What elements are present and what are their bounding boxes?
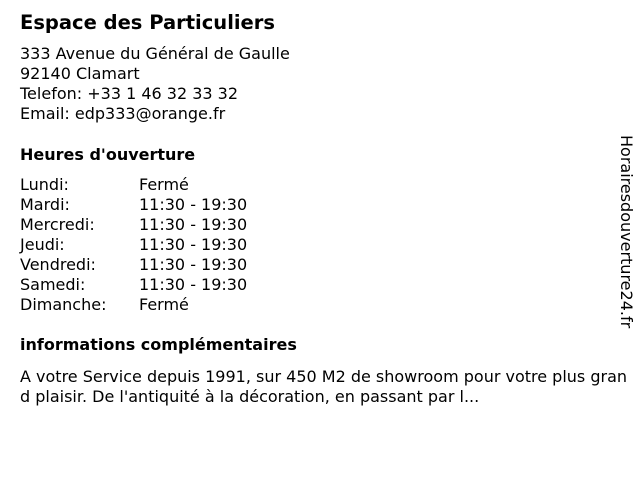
hours-day: Dimanche: (20, 295, 107, 314)
hours-row-wednesday (20, 215, 610, 235)
hours-time: 11:30 - 19:30 (139, 255, 248, 274)
hours-time: 11:30 - 19:30 (139, 195, 248, 214)
phone-number: Telefon: +33 1 46 32 33 32 (20, 84, 239, 103)
address-street: 333 Avenue du Général de Gaulle (20, 44, 290, 63)
address-city: 92140 Clamart (20, 64, 140, 83)
hours-row-monday (20, 175, 610, 195)
info-heading: informations complémentaires (20, 335, 297, 354)
hours-time: Fermé (139, 175, 189, 194)
hours-day: Samedi: (20, 275, 86, 294)
hours-day: Mardi: (20, 195, 70, 214)
hours-day: Lundi: (20, 175, 69, 194)
hours-row-saturday (20, 275, 610, 295)
hours-time: Fermé (139, 295, 189, 314)
hours-day: Vendredi: (20, 255, 96, 274)
site-watermark: Horairesdouverture24.fr (617, 135, 636, 329)
hours-heading: Heures d'ouverture (20, 145, 196, 164)
info-description: A votre Service depuis 1991, sur 450 M2 de showroom pour votre plus grand plaisir. De l'antiquité à la décoration, en passant par l... (20, 367, 628, 406)
hours-time: 11:30 - 19:30 (139, 235, 248, 254)
hours-row-tuesday (20, 195, 610, 215)
hours-row-sunday (20, 295, 610, 315)
hours-row-thursday (20, 235, 610, 255)
email-address: Email: edp333@orange.fr (20, 104, 226, 123)
hours-day: Mercredi: (20, 215, 95, 234)
hours-day: Jeudi: (20, 235, 65, 254)
hours-time: 11:30 - 19:30 (139, 215, 248, 234)
hours-time: 11:30 - 19:30 (139, 275, 248, 294)
business-name: Espace des Particuliers (20, 11, 276, 34)
hours-table (20, 175, 610, 315)
hours-row-friday (20, 255, 610, 275)
